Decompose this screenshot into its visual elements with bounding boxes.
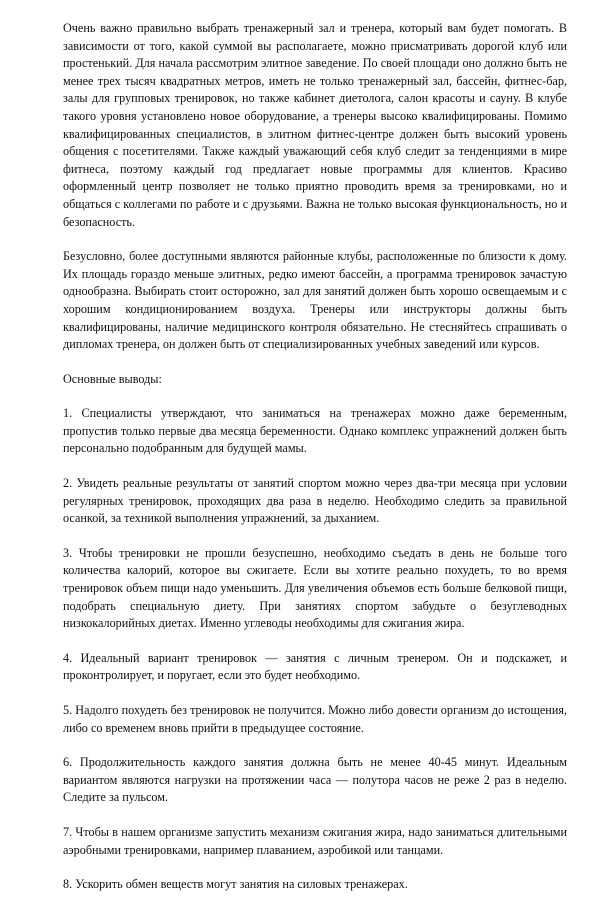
conclusion-item-7: 7. Чтобы в нашем организме запустить механизм сжигания жира, надо заниматься длительными аэробными тренировками, например плаванием, аэробикой или танцами.	[63, 824, 567, 857]
conclusion-item-4: 4. Идеальный вариант тренировок — занятия с личным тренером. Он и подскажет, и проконтролирует, и поругает, если это будет необходимо.	[63, 650, 567, 683]
conclusion-item-5: 5. Надолго похудеть без тренировок не получится. Можно либо довести организм до истощения, либо со временем вновь прийти в предыдущее состояние.	[63, 703, 567, 735]
conclusion-item-1: 1. Специалисты утверждают, что заниматься на тренажерах можно даже беременным, пропустив только первые два месяца беременности. Однако комплекс упражнений должен быть персонально подобранным для будущей мамы.	[63, 406, 567, 456]
document-body	[63, 20, 567, 911]
paragraph-intro-elite-club: Очень важно правильно выбрать тренажерный зал и тренера, который вам будет помогать. В зависимости от того, какой суммой вы располагаете, можно присматривать дорогой клуб или простенький. Для начала рассмотрим элитное заведение. По своей площади оно должно быть не менее трех тысяч квадратных метров, иметь не только тренажерный зал, бассейн, фитнес-бар, залы для групповых тренировок, но также кабинет диетолога, салон красоты и сауну. В клубе такого уровня установлено новое оборудование, а тренеры высоко квалифицированы. Помимо квалифицированных специалистов, в элитном фитнес-центре должен быть высокий уровень общения с посетителями. Также каждый уважающий себя клуб следит за тенденциями в мире фитнеса, поэтому каждый год предлагает новые программы для клиентов. Красиво оформленный центр позволяет не только приятно проводить время за тренировками, но и общаться с коллегами по работе и с друзьями. Важна не только высокая функциональность, но и безопасность.	[63, 21, 567, 229]
conclusion-item-3: 3. Чтобы тренировки не прошли безуспешно, необходимо съедать в день не больше того количества калорий, которое вы сжигаете. Если вы хотите реально похудеть, то во время тренировок объем пищи надо уменьшить. Для увеличения объемов есть больше белковой пищи, подобрать специальную диету. При занятиях спортом забудьте о безуглеводных низкокалорийных диетах. Именно углеводы необходимы для сжигания жира.	[63, 545, 567, 631]
paragraph-district-clubs: Безусловно, более доступными являются районные клубы, расположенные по близости к дому. Их площадь гораздо меньше элитных, редко имеют бассейн, а программа тренировок зачастую однообразна. Выбирать стоит осторожно, зал для занятий должен быть хорошо освещаемым и с хорошим кондиционированием воздуха. Тренеры или инструкторы должны быть квалифицированы, наличие медицинского контроля обязательно. Не стесняйтесь спрашивать о дипломах тренера, он должен быть от специализированных учебных заведений или курсов.	[63, 249, 567, 352]
conclusion-item-8: 8. Ускорить обмен веществ могут занятия на силовых тренажерах.	[63, 877, 408, 892]
conclusion-item-2: 2. Увидеть реальные результаты от занятий спортом можно через два-три месяца при условии регулярных тренировок, проходящих два раза в неделю. Необходимо следить за правильной осанкой, за техникой выполнения упражнений, за дыханием.	[63, 476, 567, 526]
conclusions-heading: Основные выводы:	[63, 371, 162, 386]
conclusion-item-6: 6. Продолжительность каждого занятия должна быть не менее 40-45 минут. Идеальным вариантом являются нагрузки на протяжении часа — полутора часов не реже 2 раз в неделю. Следите за пульсом.	[63, 755, 567, 805]
